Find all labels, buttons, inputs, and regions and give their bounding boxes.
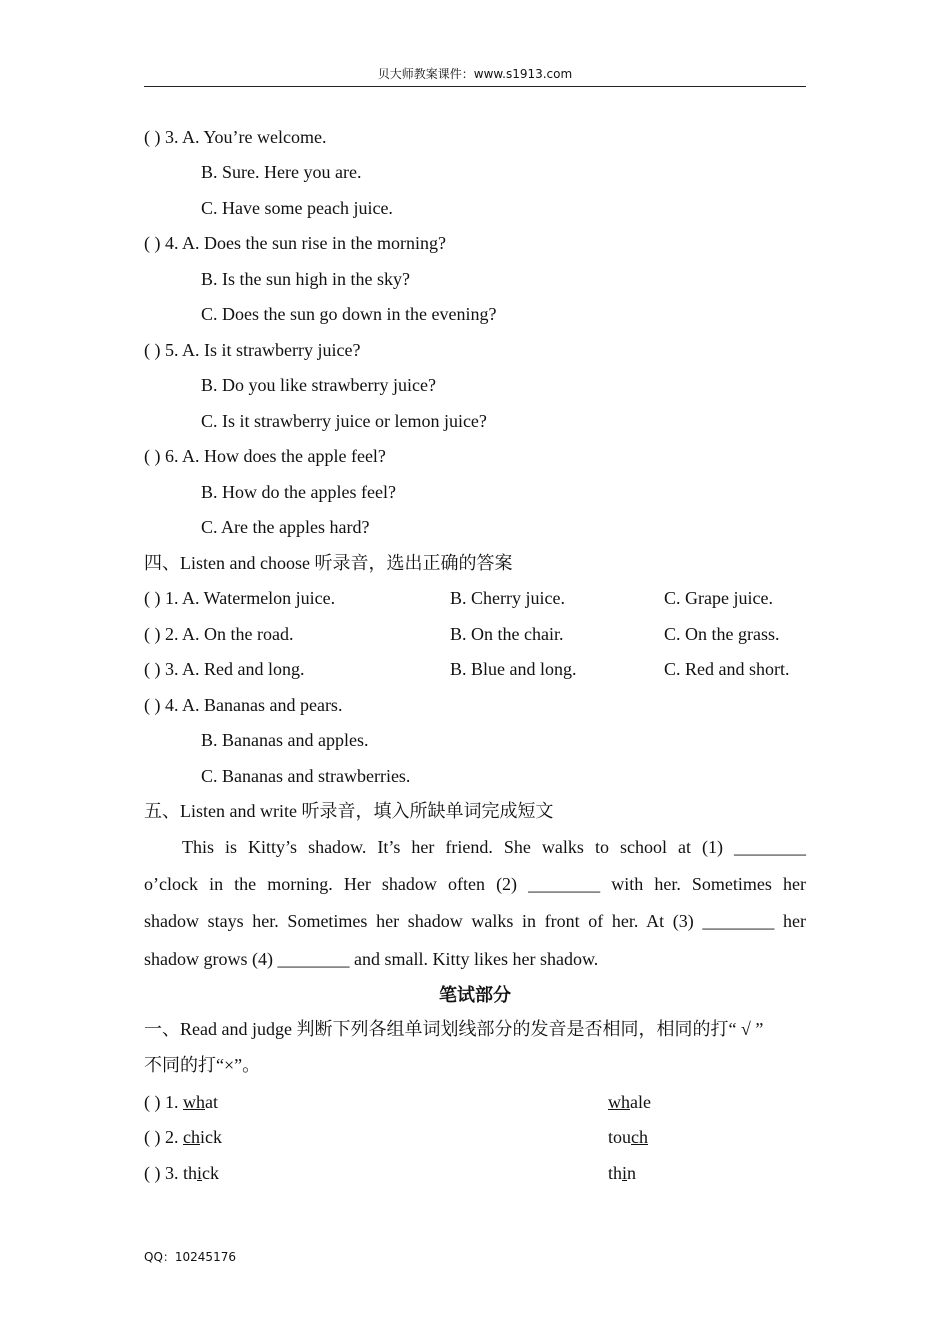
underlined-part: ch <box>631 1127 649 1147</box>
judge-item-prefix: ( ) 1. <box>144 1092 183 1112</box>
p4-q4-option-a: ( ) 4. A. Bananas and pears. <box>144 695 343 715</box>
section-5-title: 五、Listen and write 听录音，填入所缺单词完成短文 <box>144 801 554 821</box>
q5-option-a: ( ) 5. A. Is it strawberry juice? <box>144 340 361 360</box>
q6-option-c: C. Are the apples hard? <box>201 517 370 537</box>
p4-q2-option-b: B. On the chair. <box>450 624 564 644</box>
written-section-heading: 笔试部分 <box>439 985 511 1005</box>
q6-option-b: B. How do the apples feel? <box>201 482 396 502</box>
judge-item-1-compare <box>608 1091 651 1113</box>
underlined-part: ch <box>183 1127 200 1147</box>
underlined-part: i <box>197 1163 203 1183</box>
q3-option-c: C. Have some peach juice. <box>201 198 393 218</box>
word-part: th <box>608 1163 623 1183</box>
underlined-part: wh <box>183 1092 205 1112</box>
p4-q3-option-a: ( ) 3. A. Red and long. <box>144 659 305 679</box>
judge-instruction-line-1: 一、Read and judge 判断下列各组单词划线部分的发音是否相同，相同的打“ √ ” <box>144 1019 764 1039</box>
passage-line-1: This is Kitty’s shadow. It’s her friend. She walks to school at (1) ________ <box>182 837 806 857</box>
word-part: tou <box>608 1127 632 1147</box>
judge-item-prefix: ( ) 3. <box>144 1163 183 1183</box>
passage-line-3: shadow stays her. Sometimes her shadow walks in front of her. At (3) ________ her <box>144 911 806 931</box>
word-part: n <box>627 1163 637 1183</box>
p4-q3-option-c: C. Red and short. <box>664 659 790 679</box>
judge-item-prefix: ( ) 2. <box>144 1127 183 1147</box>
underlined-part: wh <box>608 1092 630 1112</box>
p4-q3-option-b: B. Blue and long. <box>450 659 577 679</box>
judge-instruction-line-2: 不同的打“×”。 <box>144 1055 261 1075</box>
q4-option-a: ( ) 4. A. Does the sun rise in the morning? <box>144 233 446 253</box>
p4-q2-option-c: C. On the grass. <box>664 624 780 644</box>
q4-option-c: C. Does the sun go down in the evening? <box>201 304 497 324</box>
p4-q4-option-b: B. Bananas and apples. <box>201 730 369 750</box>
judge-item-3-compare <box>608 1162 636 1184</box>
passage-line-4: shadow grows (4) ________ and small. Kitty likes her shadow. <box>144 949 599 969</box>
section-4-title: 四、Listen and choose 听录音，选出正确的答案 <box>144 553 513 573</box>
page-footer: QQ：10245176 <box>144 1250 236 1264</box>
p4-q1-option-b: B. Cherry juice. <box>450 588 565 608</box>
p4-q1-option-a: ( ) 1. A. Watermelon juice. <box>144 588 336 608</box>
q3-option-a: ( ) 3. A. You’re welcome. <box>144 127 327 147</box>
p4-q4-option-c: C. Bananas and strawberries. <box>201 766 411 786</box>
judge-item-2-compare <box>608 1126 648 1148</box>
passage-line-2: o’clock in the morning. Her shadow often (2) ________ with her. Sometimes her <box>144 874 806 894</box>
p4-q1-option-c: C. Grape juice. <box>664 588 773 608</box>
q5-option-c: C. Is it strawberry juice or lemon juice? <box>201 411 487 431</box>
word-part: th <box>183 1163 198 1183</box>
underlined-part: i <box>622 1163 628 1183</box>
q6-option-a: ( ) 6. A. How does the apple feel? <box>144 446 386 466</box>
p4-q2-option-a: ( ) 2. A. On the road. <box>144 624 294 644</box>
judge-item-2 <box>144 1126 222 1148</box>
judge-item-1 <box>144 1091 218 1113</box>
q4-option-b: B. Is the sun high in the sky? <box>201 269 410 289</box>
q5-option-b: B. Do you like strawberry juice? <box>201 375 436 395</box>
page-header: 贝大师教案课件：www.s1913.com <box>144 66 806 87</box>
judge-item-3 <box>144 1162 219 1184</box>
word-part: at <box>205 1092 218 1112</box>
q3-option-b: B. Sure. Here you are. <box>201 162 362 182</box>
word-part: ck <box>202 1163 220 1183</box>
word-part: ale <box>630 1092 651 1112</box>
word-part: ick <box>200 1127 222 1147</box>
